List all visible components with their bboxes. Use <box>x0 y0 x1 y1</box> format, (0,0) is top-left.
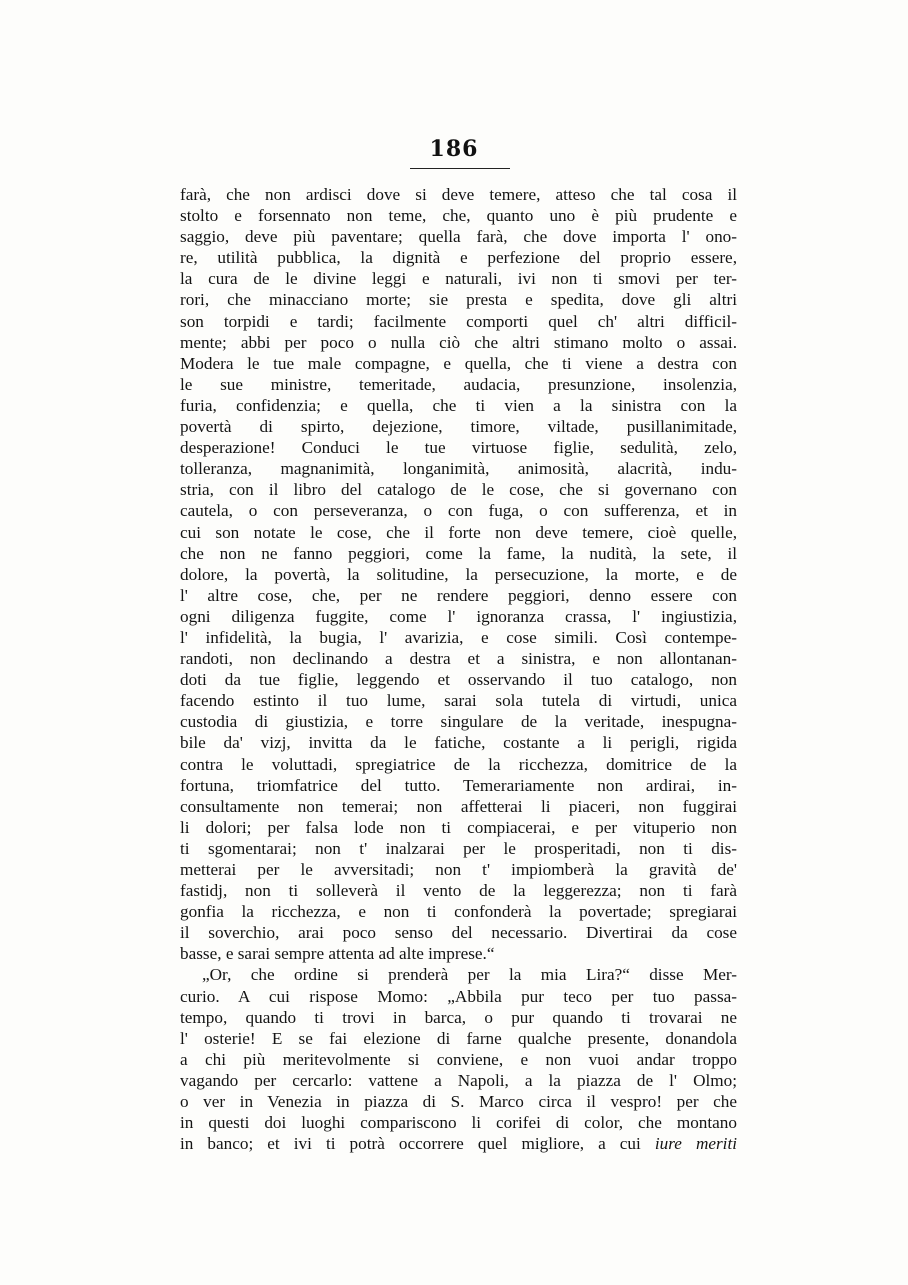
text-line-roman: in banco; et ivi ti potrà occorrere quel migliore, a cui <box>180 1134 641 1154</box>
text-line: povertà di spirto, dejezione, timore, viltade, pusillanimitade, <box>180 417 737 437</box>
text-line: dolore, la povertà, la solitudine, la persecuzione, la morte, e de <box>180 564 737 584</box>
text-line: stolto e forsennato non teme, che, quanto uno è più prudente e <box>180 206 737 226</box>
text-line: Modera le tue male compagne, e quella, che ti viene a destra con <box>180 353 737 373</box>
text-line: metterai per le avversitadi; non t' impiomberà la gravità de' <box>180 860 737 879</box>
text-line: li dolori; per falsa lode non ti compiacerai, e per vituperio non <box>180 817 737 837</box>
text-line: l' altre cose, che, per ne rendere peggiori, denno essere con <box>180 585 737 605</box>
text-line: o ver in Venezia in piazza di S. Marco circa il vespro! per che <box>180 1092 737 1112</box>
text-line: contra le voluttadi, spregiatrice de la ricchezza, domitrice de la <box>180 754 737 774</box>
text-line: consultamente non temerai; non affetterai li piaceri, non fuggirai <box>180 796 737 816</box>
text-line: stria, con il libro del catalogo de le cose, che si governano con <box>180 480 737 500</box>
text-line: saggio, deve più paventare; quella farà, che dove importa l' ono- <box>180 227 737 247</box>
text-line: fortuna, triomfatrice del tutto. Temerariamente non ardirai, in- <box>180 775 737 795</box>
text-line: „Or, che ordine si prenderà per la mia Lira?“ disse Mer- <box>202 965 737 985</box>
text-line: tolleranza, magnanimità, longanimità, animosità, alacrità, indu- <box>180 459 737 479</box>
text-line: doti da tue figlie, leggendo et osservando il tuo catalogo, non <box>180 670 737 690</box>
text-line: rori, che minacciano morte; sie presta e spedita, dove gli altri <box>180 290 737 310</box>
text-line: in questi doi luoghi compariscono li corifei di color, che montano <box>180 1113 737 1133</box>
text-line: ti sgomentarai; non t' inalzarai per le prosperitadi, non ti dis- <box>180 838 737 858</box>
text-line: bile da' vizj, invitta da le fatiche, costante a li perigli, rigida <box>180 733 737 753</box>
page-number: 186 <box>429 136 479 162</box>
text-line: basse, e sarai sempre attenta ad alte imprese.“ <box>180 944 495 964</box>
text-line: custodia di giustizia, e torre singulare de la veritade, inespugna- <box>180 712 737 732</box>
text-line: vagando per cercarlo: vattene a Napoli, a la piazza de l' Olmo; <box>180 1070 737 1090</box>
text-line: a chi più meritevolmente si conviene, e non vuoi andar troppo <box>180 1049 737 1069</box>
text-line: furia, confidenzia; e quella, che ti vien a la sinistra con la <box>180 395 737 415</box>
text-line: re, utilità pubblica, la dignità e perfezione del proprio essere, <box>180 248 737 268</box>
text-line: cui son notate le cose, che il forte non deve temere, cioè quelle, <box>180 522 737 542</box>
text-line: ogni diligenza fuggite, come l' ignoranza crassa, l' ingiustizia, <box>180 606 737 626</box>
text-line: randoti, non declinando a destra et a sinistra, e non allontanan- <box>180 649 737 669</box>
text-line: farà, che non ardisci dove si deve temere, atteso che tal cosa il <box>180 185 737 204</box>
text-line: cautela, o con perseveranza, o con fuga, o con sufferenza, et in <box>180 501 737 521</box>
text-line: che non ne fanno peggiori, come la fame, la nudità, la sete, il <box>180 543 737 563</box>
body-text <box>180 184 737 1154</box>
text-line: facendo estinto il tuo lume, sarai sola tutela di virtudi, unica <box>180 691 737 711</box>
text-line: desperazione! Conduci le tue virtuose figlie, sedulità, zelo, <box>180 438 737 458</box>
italic-phrase: iure meriti <box>654 1134 737 1154</box>
text-line: l' osterie! E se fai elezione di farne qualche presente, donandola <box>180 1028 737 1048</box>
text-line: le sue ministre, temeritade, audacia, presunzione, insolenzia, <box>180 374 737 394</box>
text-line: son torpidi e tardi; facilmente comporti quel ch' altri difficil- <box>180 311 737 331</box>
text-line: curio. A cui rispose Momo: „Abbila pur teco per tuo passa- <box>180 986 737 1006</box>
text-line: fastidj, non ti solleverà il vento de la leggerezza; non ti farà <box>180 881 737 901</box>
text-line-last <box>180 1133 737 1154</box>
text-line: tempo, quando ti trovi in barca, o pur quando ti trovarai ne <box>180 1007 737 1027</box>
text-line: mente; abbi per poco o nulla ciò che altri stimano molto o assai. <box>180 332 737 352</box>
page-number-rule <box>410 168 510 169</box>
text-line: gonfia la ricchezza, e non ti confonderà la povertade; spregiarai <box>180 902 737 922</box>
text-line: il soverchio, arai poco senso del necessario. Divertirai da cose <box>180 923 737 943</box>
text-line: l' infidelità, la bugia, l' avarizia, e cose simili. Così contempe- <box>180 627 737 647</box>
text-line: la cura de le divine leggi e naturali, ivi non ti smovi per ter- <box>180 269 737 289</box>
